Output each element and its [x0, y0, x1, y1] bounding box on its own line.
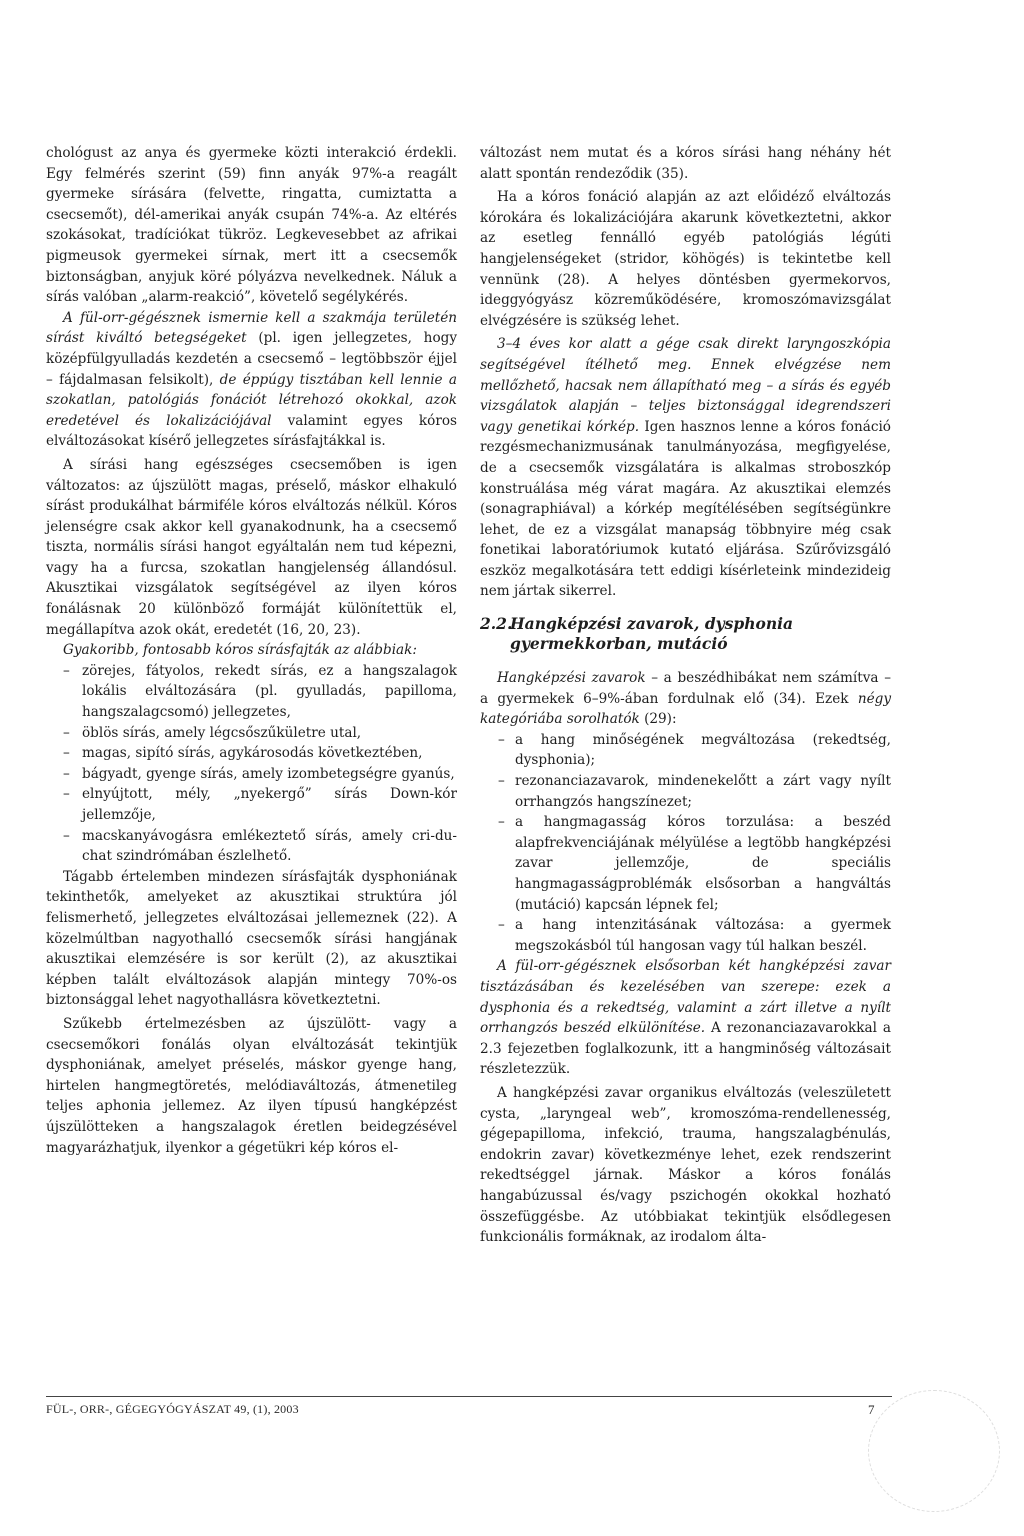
italic-text: Hangképzési zavarok [497, 670, 646, 687]
body-text: Igen hasznos lenne a kóros fonáció rezgésmechanizmusának tanulmányozása, megfigyelése, de a csecsemők vizsgálatára is alkalmas stroboszkóp konstruálása még várat magára. Az akusztikai elemzés (sonagraphiával) a kórkép megítélésében segítségünkre lehet, de ez a vizsgálat manapság többnyire még csak fonetikai laboratóriumok kutató eljárása. Szűrővizsgáló eszköz megalkotására tett eddigi kísérleteink mindezideig nem jártak sikerrel. [480, 418, 891, 600]
body-text: valamint egyes kóros elváltozásokat kísérő jellegzetes sírásfajtákkal is. [46, 412, 457, 450]
list-item: – rezonanciazavarok, mindenekelőtt a zárt vagy nyílt orrhangzós hangszínezet; [480, 771, 891, 812]
list-item: – macskanyávogásra emlékeztető sírás, amely cri-du-chat szindrómában észlelhető. [46, 826, 457, 867]
list-item: – bágyadt, gyenge sírás, amely izombetegségre gyanús, [46, 764, 457, 785]
list-item: – a hang intenzitásának változása: a gyermek megszokásból túl hangosan vagy túl halkan beszél. [480, 915, 891, 956]
page-number: 7 [868, 1402, 875, 1417]
paragraph: chológust az anya és gyermeke közti interakció érdekli. Egy felmérés szerint (59) finn anyák 97%-a reagált gyermeke sírására (felvette, ringatta, cumiztatta a csecsemőt), dél-amerikai anyák csupán 74%-a. Az eltérés szokásokat, tradíciókat tükröz. Legkevesebbet az afrikai pigmeusok gyermekei sírnak, mert itt a csecsemők biztonságban, anyjuk köré pólyázva nevelkednek. Náluk a sírás valóban „alarm-reakció”, követelő segélykérés. [46, 145, 457, 306]
italic-text: de éppúgy tisztában kell lennie a szokatlan, patológiás fonációt létrehozó okokkal, azok eredetével és lokalizációjával [46, 371, 458, 429]
paragraph [46, 308, 457, 452]
list-item: – zörejes, fátyolos, rekedt sírás, ez a hangszalagok lokális elváltozására (pl. gyulladás, papilloma, hangszalagcsomó) jellegzetes, [46, 661, 457, 723]
paragraph: A sírási hang egészséges csecsemőben is igen változatos: az újszülött magas, préselő, máskor elhakuló sírást produkálhat bármiféle kóros elváltozás nélkül. Kóros jelenségre csak akkor kell gyanakodnunk, ha a csecsemő tiszta, normális sírási hangot egyáltalán nem tud képezni, vagy ha a furcsa, szokatlan hangjelenség állandósul. Akusztikai vizsgálatok segítségével az ilyen kóros fonálásnak 20 különböző formáját különítettük el, megállapítva azok okát, eredetét (16, 20, 23). [46, 456, 457, 638]
list-item: – elnyújtott, mély, „nyekergő” sírás Down-kór jellemzője, [46, 784, 457, 825]
left-column [46, 143, 457, 1158]
list-item: – öblös sírás, amely légcsőszűkületre utal, [46, 723, 457, 744]
category-list [480, 730, 891, 957]
list-intro [46, 640, 457, 661]
body-text: – a beszédhibákat nem számítva – a gyermekek 6–9%-ában fordulnak elő (34). Ezek [480, 670, 891, 707]
section-number: 2.2. [480, 614, 513, 634]
section-title-line2: gyermekkorban, mutáció [510, 634, 728, 654]
right-column [480, 143, 891, 1248]
section-heading [480, 614, 891, 654]
body-text: A rezonanciazavarokkal a 2.3 fejezetben foglalkozunk, itt a hangminőség változásait részletezzük. [480, 1020, 891, 1078]
italic-text: négy kategóriába sorolhatók [480, 690, 891, 728]
paragraph: Ha a kóros fonáció alapján az azt előidéző elváltozás kórokára és lokalizációjára akarunk következtetni, akkor az esetleg fennálló egyéb patológiás légúti hangjelenségeket (stridor, köhögés) is tekintetbe kell vennünk (28). A helyes döntésben gyermekorvos, ideggyógyász közreműködésére, kromoszómavizsgálat elvégzésére is szükség lehet. [480, 189, 891, 329]
footer-rule [46, 1396, 892, 1397]
list-item: – a hang minőségének megváltozása (rekedtség, dysphonia); [480, 730, 891, 771]
paragraph: Szűkebb értelmezésben az újszülött- vagy a csecsemőkori fonálás olyan elváltozását tekintjük dysphoniának, amelyet préselés, máskor gyenge hang, hirtelen hangmegtöretés, melódiaváltozás, átmenetileg teljes aphonia jellemez. Az ilyen típusú hangképzést újszülötteken a hangszalagok éretlen beidegzésével magyarázhatjuk, ilyenkor a gégetükri kép kóros el- [46, 1015, 457, 1156]
paragraph [480, 956, 891, 1080]
list-item: – magas, sipító sírás, agykárosodás következtében, [46, 743, 457, 764]
library-stamp [868, 1390, 1000, 1512]
sound-type-list [46, 661, 457, 867]
paragraph: A hangképzési zavar organikus elváltozás (veleszületett cysta, „laryngeal web”, kromoszóma-rendellenesség, gégepapilloma, infekció, trauma, hangszalagbénulás, endokrin zavar) következménye lehet, ezek rendszerint rekedtséggel járnak. Máskor a kóros fonálás hangabúzussal és/vagy pszichogén okokkal hozható összefüggésbe. Az utóbbiakat tekintjük elsődlegesen funkcionális formáknak, az irodalom álta- [480, 1084, 891, 1246]
body-text: (29): [639, 711, 677, 728]
journal-citation: FÜL-, ORR-, GÉGEGYÓGYÁSZAT 49, (1), 2003 [46, 1402, 299, 1416]
paragraph [480, 668, 891, 730]
body-text: (pl. igen jellegzetes, hogy középfülgyulladás kezdetén a csecsemő – legtöbbször éjjel – fájdalmasan felsikolt), [46, 330, 458, 388]
italic-text: A fül-orr-gégésznek elsősorban két hangképzési zavar tisztázásában és kezelésében van szerepe: ezek a dysphonia és a rekedtség, valamint a zárt illetve a nyílt orrhangzós beszéd elkülönítése. [480, 958, 891, 1037]
italic-text: 3–4 éves kor alatt a gége csak direkt laryngoszkópia segítségével ítélhető meg. Ennek elvégzése nem mellőzhető, hacsak nem állapítható meg – a sírás és egyéb vizsgálatok alapján – teljes biztonsággal idegrendszeri vagy genetikai kórkép. [480, 336, 891, 435]
list-item: – a hangmagasság kóros torzulása: a beszéd alapfrekvenciájának mélyülése a legtöbb hangképzési zavar jellemzője, de speciális hangmagasságproblémák elsősorban a hangváltás (mutáció) kapcsán lépnek fel; [480, 812, 891, 915]
italic-text: A fül-orr-gégésznek ismernie kell a szakmája területén sírást kiváltó betegségeket [46, 309, 457, 347]
paragraph: Tágabb értelemben mindezen sírásfajták dysphoniának tekinthetők, amelyeket az akusztikai struktúra jól felismerhető, jellegzetes elváltozásai jellemeznek (22). A közelmúltban nagyothalló csecsemők sírási hangjának akusztikai elemzésére is sor került (2), az akusztikai képben talált elváltozások alapján mintegy 70%-os biztonsággal lehet nagyothallásra következtetni. [46, 868, 457, 1009]
paragraph: változást nem mutat és a kóros sírási hang néhány hét alatt spontán rendeződik (35). [480, 145, 891, 182]
paragraph [480, 334, 891, 602]
italic-text: Gyakoribb, fontosabb kóros sírásfajták az alábbiak: [63, 642, 417, 659]
section-title-line1: Hangképzési zavarok, dysphonia [510, 614, 794, 634]
